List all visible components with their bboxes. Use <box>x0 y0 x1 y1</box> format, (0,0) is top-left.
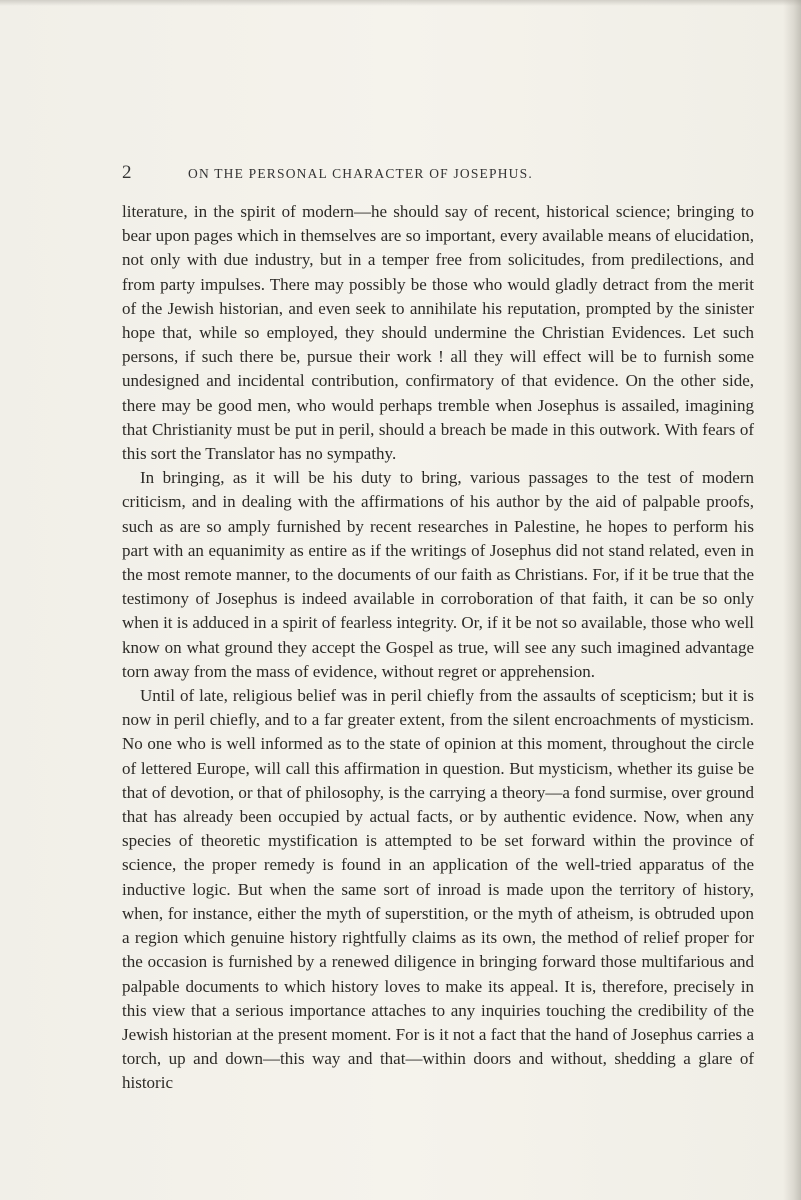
page-edge-shadow <box>783 0 801 1200</box>
page-number: 2 <box>122 162 132 183</box>
paragraph-3: Until of late, religious belief was in peril chiefly from the assaults of scepticism; but it is now in peril chiefly, and to a far greater extent, from the silent encroachments of mysticism. No one who is well informed as to the state of opinion at this moment, throughout the circle of lettered Europe, will call this affirmation in question. But mysticism, whether its guise be that of devotion, or that of philosophy, is the carrying a theory—a fond surmise, over ground that has already been occupied by actual facts, or by authentic evidence. Now, when any species of theoretic mystification is attempted to be set forward within the province of science, the proper remedy is found in an application of the well-tried apparatus of the inductive logic. But when the same sort of inroad is made upon the territory of history, when, for instance, either the myth of superstition, or the myth of atheism, is obtruded upon a region which genuine history rightfully claims as its own, the method of relief proper for the occasion is furnished by a renewed diligence in bringing forward those multifarious and palpable documents to which history loves to make its appeal. It is, therefore, precisely in this view that a serious importance attaches to any inquiries touching the credibility of the Jewish historian at the present moment. For is it not a fact that the hand of Josephus carries a torch, up and down—this way and that—within doors and without, shedding a glare of historic <box>122 686 754 1093</box>
body-text <box>122 200 754 1096</box>
page-top-shadow <box>0 0 801 6</box>
running-title: ON THE PERSONAL CHARACTER OF JOSEPHUS. <box>188 166 533 181</box>
page-header <box>122 162 754 186</box>
paragraph-2: In bringing, as it will be his duty to bring, various passages to the test of modern criticism, and in dealing with the affirmations of his author by the aid of palpable proofs, such as are so amply furnished by recent researches in Palestine, he hopes to perform his part with an equanimity as entire as if the writings of Josephus did not stand related, even in the most remote manner, to the documents of our faith as Christians. For, if it be true that the testimony of Josephus is indeed available in corroboration of that faith, it can be so only when it is adduced in a spirit of fearless integrity. Or, if it be not so available, those who well know on what ground they accept the Gospel as true, will see any such imagined advantage torn away from the mass of evidence, without regret or apprehension. <box>122 468 754 681</box>
paragraph-1: literature, in the spirit of modern—he should say of recent, historical science; bringing to bear upon pages which in themselves are so important, every available means of elucidation, not only with due industry, but in a temper free from solicitudes, from predilections, and from party impulses. There may possibly be those who would gladly detract from the merit of the Jewish historian, and even seek to annihilate his reputation, prompted by the sinister hope that, while so employed, they should undermine the Christian Evidences. Let such persons, if such there be, pursue their work ! all they will effect will be to furnish some undesigned and incidental contribution, confirmatory of that evidence. On the other side, there may be good men, who would perhaps tremble when Josephus is assailed, imagining that Christianity must be put in peril, should a breach be made in this outwork. With fears of this sort the Translator has no sympathy. <box>122 202 754 464</box>
